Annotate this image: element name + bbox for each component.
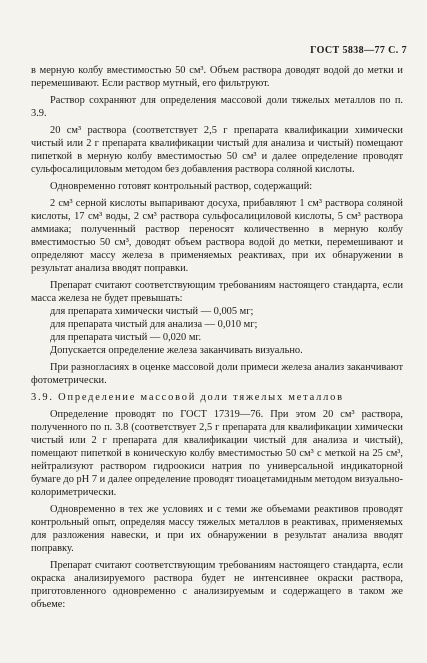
paragraph: в мерную колбу вместимостью 50 см³. Объем раствора доводят водой до метки и перемешивают. Если раствор мутный, его фильтруют. [31,65,403,89]
page-header: ГОСТ 5838—77 С. 7 [310,45,407,56]
paragraph: Допускается определение железа заканчивать визуально. [50,345,303,356]
body-text [31,64,403,611]
list-item: для препарата чистый — 0,020 мг. [50,332,202,343]
paragraph: Одновременно готовят контрольный раствор, содержащий: [50,181,313,192]
list-item: для препарата чистый для анализа — 0,010 мг; [50,319,258,330]
paragraph: Одновременно в тех же условиях и с теми же объемами реактивов проводят контрольный опыт, определяя массу тяжелых металлов в реактивах, применяемых для разложения навески, и при их обнаружении в результат анализа вводят поправку. [31,504,403,554]
paragraph: 20 см³ раствора (соответствует 2,5 г препарата квалификации химически чистый или 2 г препарата квалификации чистый для анализа и чистый) помещают пипеткой в мерную колбу вместимостью 50 см³ и далее определение проводят сульфосалициловым методом без добавления раствора соляной кислоты. [31,125,403,175]
paragraph: Раствор сохраняют для определения массовой доли тяжелых металлов по п. 3.9. [31,95,403,119]
paragraph: При разногласиях в оценке массовой доли примеси железа анализ заканчивают фотометрически. [31,362,403,386]
paragraph: Определение проводят по ГОСТ 17319—76. При этом 20 см³ раствора, полученного по п. 3.8 (соответствует 2,5 г препарата для квалификации химически чистый или 2 г препарата для квалификации чистый для анализа и чистый), помещают пипеткой в коническую колбу вместимостью 50 см³ с меткой на 25 см³, нейтрализуют раствором гидроокиси натрия по универсальной индикаторной бумаге до рН 7 и далее определение проводят тиоацетамидным методом визуально-колориметрически. [31,409,403,498]
section-heading: 3.9. Определение массовой доли тяжелых металлов [31,392,344,403]
paragraph: Препарат считают соответствующим требованиям настоящего стандарта, если окраска анализируемого раствора будет не интенсивнее окраски раствора, приготовленного одновременно с анализируемым и содержащего в таком же объеме: [31,560,403,610]
paragraph: 2 см³ серной кислоты выпаривают досуха, прибавляют 1 см³ раствора соляной кислоты, 17 см³ воды, 2 см³ раствора сульфосалициловой кислоты, 5 см³ раствора аммиака; полученный раствор переносят количественно в мерную колбу вместимостью 50 см³, доводят объем раствора водой до метки, перемешивают и определяют массу железа в применяемых реактивах, при их обнаружении в результат анализа вводят поправки. [31,198,403,274]
paragraph: Препарат считают соответствующим требованиям настоящего стандарта, если масса железа не будет превышать: [31,280,403,304]
list-item: для препарата химически чистый — 0,005 мг; [50,306,254,317]
